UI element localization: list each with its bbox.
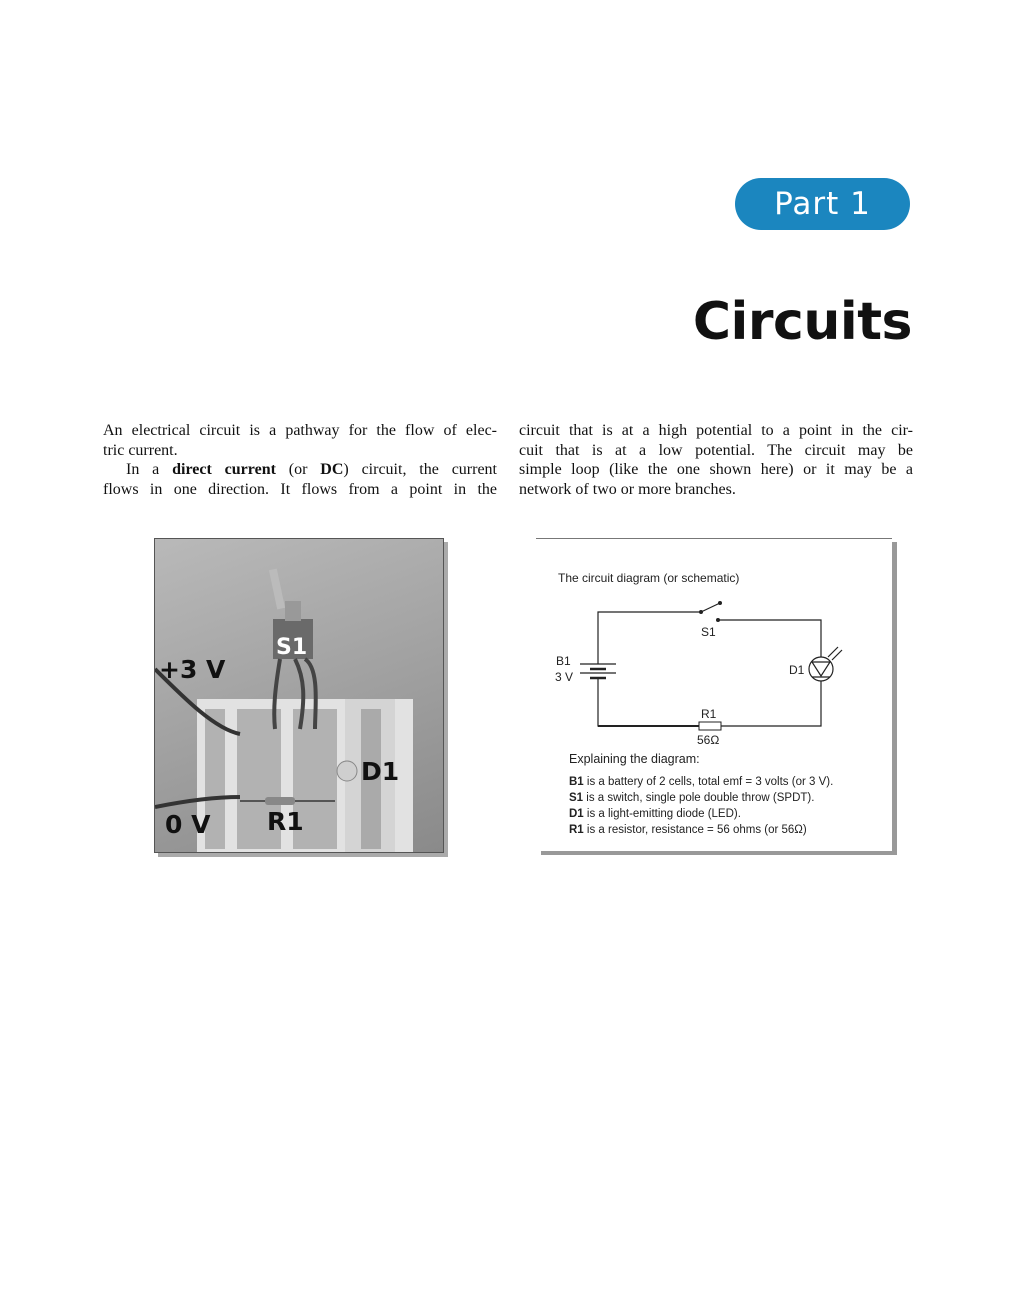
explain-item — [569, 792, 814, 804]
explain-item — [569, 824, 807, 836]
photo-label-0v: 0 V — [165, 810, 211, 839]
text-run: ) circuit, the current — [343, 461, 497, 479]
text-run: simple loop (like the one shown here) or it may be a — [519, 461, 913, 479]
text-line — [519, 421, 913, 441]
text-line — [519, 460, 913, 480]
component-id: S1 — [569, 792, 584, 804]
text-column-right — [519, 421, 913, 500]
photo-label-plus-3v: +3 V — [159, 655, 226, 684]
wire-top-left — [598, 612, 701, 664]
text-line — [103, 460, 497, 480]
circuit-diagram-panel — [536, 538, 892, 851]
bold-term: direct current — [172, 461, 276, 479]
label-d1: D1 — [789, 663, 805, 677]
component-description: is a resistor, resistance = 56 ohms (or 56Ω) — [583, 824, 807, 836]
text-line — [519, 441, 913, 461]
text-run: circuit that is at a high potential to a point in the cir- — [519, 422, 913, 439]
breadboard-illustration — [155, 539, 443, 852]
text-run: network of two or more branches. — [519, 481, 736, 499]
text-run: (or — [275, 461, 321, 479]
breadboard-photo — [154, 538, 444, 853]
text-run: flows in one direction. It flows from a point in the — [103, 481, 497, 499]
text-column-left — [103, 421, 497, 500]
component-id: B1 — [569, 776, 584, 788]
chapter-title: Circuits — [692, 292, 912, 352]
led-part — [337, 761, 357, 781]
component-description: is a battery of 2 cells, total emf = 3 volts (or 3 V). — [583, 776, 834, 788]
label-b1-value: 3 V — [555, 670, 574, 684]
resistor-part — [265, 797, 295, 805]
switch-s1-icon — [701, 603, 720, 612]
text-run: tric current. — [103, 441, 178, 459]
bold-term: DC — [320, 461, 344, 479]
component-description: is a light-emitting diode (LED). — [583, 808, 741, 820]
part-badge: Part 1 — [735, 178, 910, 230]
label-b1: B1 — [556, 654, 571, 668]
component-description: is a switch, single pole double throw (SPDT). — [583, 792, 815, 804]
resistor-icon — [699, 722, 721, 730]
label-s1: S1 — [701, 625, 716, 639]
diagram-title: The circuit diagram (or schematic) — [558, 571, 740, 585]
photo-label-d1: D1 — [361, 757, 400, 786]
explain-heading: Explaining the diagram: — [569, 752, 700, 766]
component-id: R1 — [569, 824, 584, 836]
text-run: An electrical circuit is a pathway for the flow of elec- — [103, 422, 497, 439]
schematic — [536, 539, 892, 851]
text-line — [519, 480, 913, 500]
text-run: cuit that is at a low potential. The circuit may be — [519, 441, 913, 459]
explain-item — [569, 808, 741, 820]
text-line — [103, 480, 497, 500]
explain-item — [569, 776, 833, 788]
label-r1-value: 56Ω — [697, 733, 720, 747]
component-id: D1 — [569, 808, 584, 820]
photo-label-s1: S1 — [276, 635, 308, 660]
text-line — [103, 441, 497, 461]
text-run: In a — [126, 461, 173, 479]
text-line — [103, 421, 497, 441]
label-r1: R1 — [701, 707, 717, 721]
photo-label-r1: R1 — [267, 807, 304, 836]
